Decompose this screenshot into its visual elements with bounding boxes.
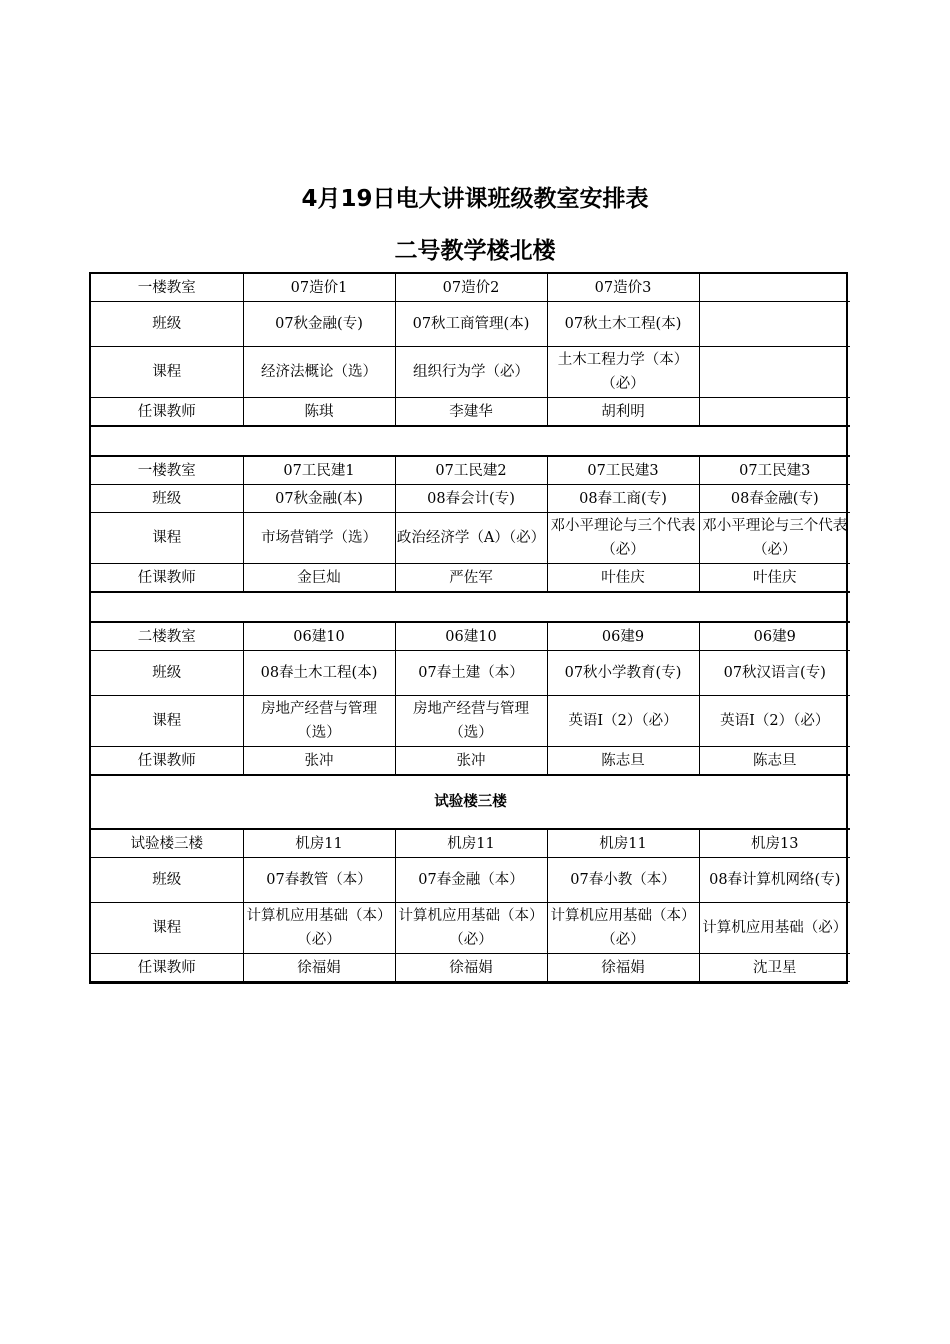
course-cell: 计算机应用基础（本）（必） xyxy=(243,903,395,954)
block-2-class-row xyxy=(91,651,850,696)
teacher-cell: 徐福娟 xyxy=(395,954,547,982)
room-cell: 07造价2 xyxy=(395,274,547,302)
schedule-sheet xyxy=(89,272,848,984)
block-1-teacher-row xyxy=(91,564,850,593)
class-cell: 07秋金融(专) xyxy=(243,302,395,347)
course-cell: 计算机应用基础（本）（必） xyxy=(547,903,699,954)
room-cell: 07工民建1 xyxy=(243,456,395,485)
room-cell: 机房11 xyxy=(395,829,547,858)
class-label-cell: 班级 xyxy=(91,302,243,347)
room-label-cell: 一楼教室 xyxy=(91,274,243,302)
teacher-cell xyxy=(699,398,850,427)
schedule-table xyxy=(91,274,850,982)
teacher-cell: 陈琪 xyxy=(243,398,395,427)
block-0-class-row xyxy=(91,302,850,347)
class-label-cell: 班级 xyxy=(91,858,243,903)
teacher-label-cell: 任课教师 xyxy=(91,747,243,776)
lab-building-heading-row xyxy=(91,775,850,829)
course-cell: 计算机应用基础（本）（必） xyxy=(395,903,547,954)
course-label-cell: 课程 xyxy=(91,903,243,954)
spacer-cell xyxy=(91,592,850,622)
spacer-row xyxy=(91,592,850,622)
course-cell: 房地产经营与管理（选） xyxy=(243,696,395,747)
room-cell: 机房11 xyxy=(547,829,699,858)
room-cell xyxy=(699,274,850,302)
course-label-cell: 课程 xyxy=(91,347,243,398)
course-cell xyxy=(699,347,850,398)
course-cell: 邓小平理论与三个代表（必） xyxy=(699,513,850,564)
teacher-cell: 叶佳庆 xyxy=(547,564,699,593)
course-cell: 市场营销学（选） xyxy=(243,513,395,564)
class-cell: 08春金融(专) xyxy=(699,485,850,513)
course-cell: 组织行为学（必） xyxy=(395,347,547,398)
course-cell: 邓小平理论与三个代表（必） xyxy=(547,513,699,564)
class-cell: 08春工商(专) xyxy=(547,485,699,513)
block-1-room-row xyxy=(91,456,850,485)
room-cell: 机房11 xyxy=(243,829,395,858)
teacher-label-cell: 任课教师 xyxy=(91,954,243,982)
spacer-row xyxy=(91,426,850,456)
teacher-cell: 张冲 xyxy=(243,747,395,776)
room-cell: 07造价1 xyxy=(243,274,395,302)
room-cell: 07工民建2 xyxy=(395,456,547,485)
teacher-cell: 严佐军 xyxy=(395,564,547,593)
teacher-label-cell: 任课教师 xyxy=(91,398,243,427)
lab-building-heading: 试验楼三楼 xyxy=(91,775,850,829)
teacher-cell: 陈志旦 xyxy=(547,747,699,776)
teacher-cell: 陈志旦 xyxy=(699,747,850,776)
teacher-cell: 张冲 xyxy=(395,747,547,776)
class-cell: 07秋汉语言(专) xyxy=(699,651,850,696)
block-0-teacher-row xyxy=(91,398,850,427)
block-3-teacher-row xyxy=(91,954,850,982)
building-north-heading: 二号教学楼北楼 xyxy=(394,238,556,264)
room-cell: 07工民建3 xyxy=(699,456,850,485)
room-cell: 07造价3 xyxy=(547,274,699,302)
teacher-cell: 金巨灿 xyxy=(243,564,395,593)
block-1-class-row xyxy=(91,485,850,513)
block-3-course-row xyxy=(91,903,850,954)
block-0-course-row xyxy=(91,347,850,398)
class-label-cell: 班级 xyxy=(91,651,243,696)
course-cell: 计算机应用基础（必） xyxy=(699,903,850,954)
course-cell: 经济法概论（选） xyxy=(243,347,395,398)
course-label-cell: 课程 xyxy=(91,513,243,564)
room-cell: 机房13 xyxy=(699,829,850,858)
course-cell: 英语I（2）（必） xyxy=(699,696,850,747)
room-label-cell: 一楼教室 xyxy=(91,456,243,485)
block-2-teacher-row xyxy=(91,747,850,776)
room-cell: 06建9 xyxy=(547,622,699,651)
teacher-cell: 李建华 xyxy=(395,398,547,427)
document-title: 4月19日电大讲课班级教室安排表 xyxy=(301,186,649,212)
room-cell: 07工民建3 xyxy=(547,456,699,485)
class-cell xyxy=(699,302,850,347)
course-cell: 政治经济学（A）（必） xyxy=(395,513,547,564)
class-cell: 07春教管（本） xyxy=(243,858,395,903)
teacher-cell: 徐福娟 xyxy=(243,954,395,982)
teacher-cell: 沈卫星 xyxy=(699,954,850,982)
spacer-cell xyxy=(91,426,850,456)
block-1-course-row xyxy=(91,513,850,564)
course-cell: 英语I（2）（必） xyxy=(547,696,699,747)
course-cell: 土木工程力学（本）（必） xyxy=(547,347,699,398)
course-label-cell: 课程 xyxy=(91,696,243,747)
teacher-label-cell: 任课教师 xyxy=(91,564,243,593)
block-0-room-row xyxy=(91,274,850,302)
class-cell: 08春会计(专) xyxy=(395,485,547,513)
class-cell: 07春金融（本） xyxy=(395,858,547,903)
room-cell: 06建10 xyxy=(243,622,395,651)
block-3-room-row xyxy=(91,829,850,858)
class-label-cell: 班级 xyxy=(91,485,243,513)
room-label-cell: 试验楼三楼 xyxy=(91,829,243,858)
class-cell: 07春小教（本） xyxy=(547,858,699,903)
room-cell: 06建9 xyxy=(699,622,850,651)
class-cell: 07秋土木工程(本) xyxy=(547,302,699,347)
block-2-room-row xyxy=(91,622,850,651)
class-cell: 07秋工商管理(本) xyxy=(395,302,547,347)
class-cell: 07春土建（本） xyxy=(395,651,547,696)
class-cell: 08春土木工程(本) xyxy=(243,651,395,696)
block-2-course-row xyxy=(91,696,850,747)
room-cell: 06建10 xyxy=(395,622,547,651)
block-3-class-row xyxy=(91,858,850,903)
class-cell: 07秋金融(本) xyxy=(243,485,395,513)
teacher-cell: 徐福娟 xyxy=(547,954,699,982)
class-cell: 08春计算机网络(专) xyxy=(699,858,850,903)
room-label-cell: 二楼教室 xyxy=(91,622,243,651)
class-cell: 07秋小学教育(专) xyxy=(547,651,699,696)
teacher-cell: 叶佳庆 xyxy=(699,564,850,593)
course-cell: 房地产经营与管理（选） xyxy=(395,696,547,747)
teacher-cell: 胡利明 xyxy=(547,398,699,427)
